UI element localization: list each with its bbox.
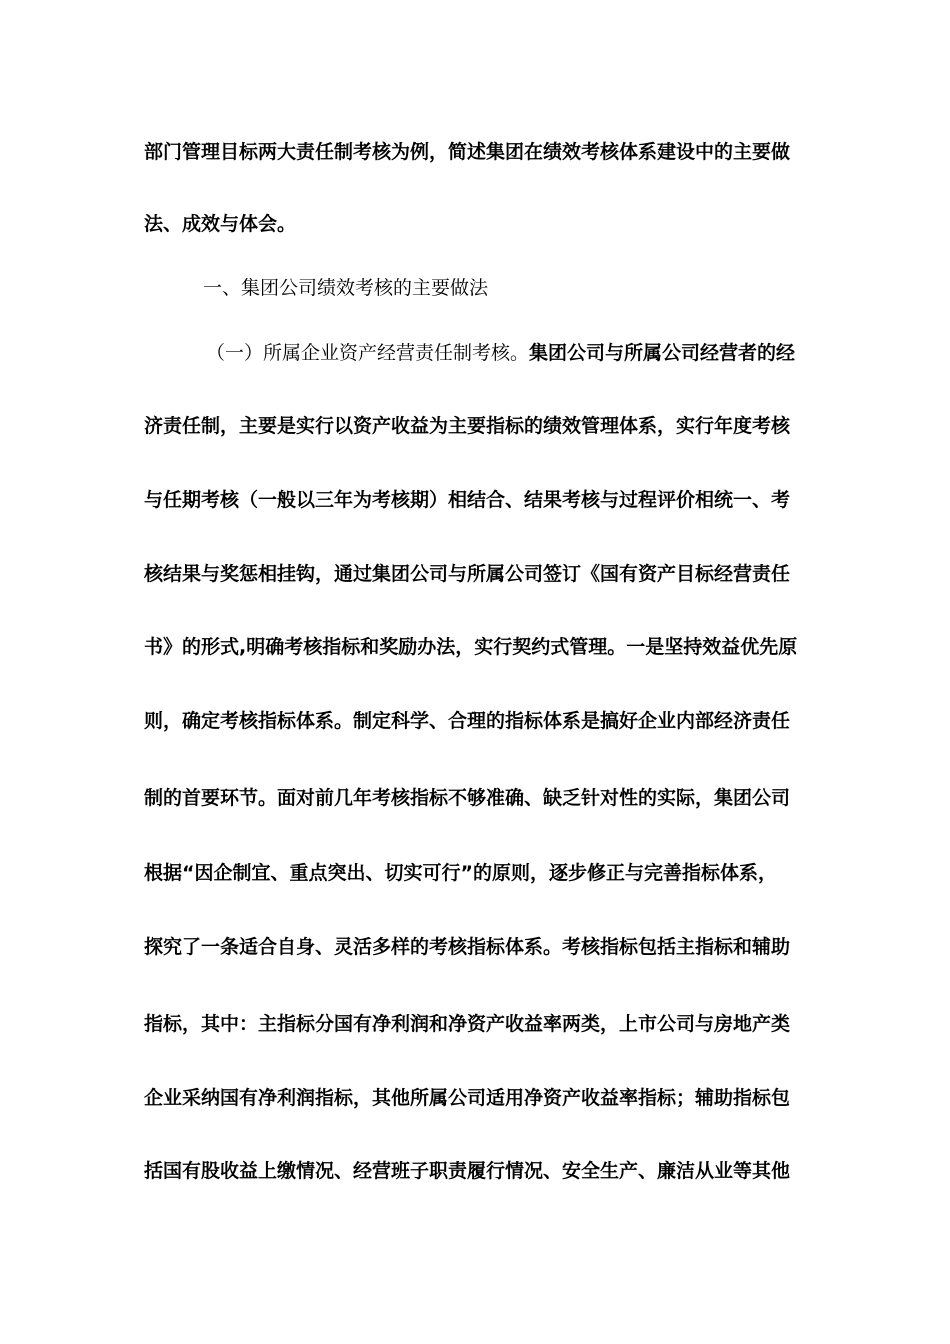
line-text: 括国有股收益上缴情况、经营班子职责履行情况、安全生产、廉洁从业等其他 (144, 1160, 791, 1182)
paragraph-line (144, 785, 806, 811)
paragraph-line (144, 487, 806, 513)
line-text: 制的首要环节。面对前几年考核指标不够准确、缺乏针对性的实际，集团公司 (144, 787, 791, 809)
paragraph-line (144, 1085, 806, 1111)
paragraph-line (144, 561, 806, 587)
paragraph-line (144, 211, 806, 237)
line-text: 根据“因企制宜、重点突出、切实可行”的原则，逐步修正与完善指标体系， (144, 862, 777, 884)
line-text: 指标，其中：主指标分国有净利润和净资产收益率两类，上市公司与房地产类 (144, 1013, 791, 1035)
paragraph-line (144, 634, 806, 660)
section-heading (203, 275, 865, 301)
line-text: 部门管理目标两大责任制考核为例，简述集团在绩效考核体系建设中的主要做 (144, 141, 791, 163)
paragraph-line (144, 1011, 806, 1037)
paragraph-line (144, 708, 806, 734)
line-text: 集团公司与所属公司经营者的经 (529, 342, 796, 364)
line-text: 企业采纳国有净利润指标，其他所属公司适用净资产收益率指标；辅助指标包 (144, 1087, 791, 1109)
line-text: 济责任制，主要是实行以资产收益为主要指标的绩效管理体系，实行年度考核 (144, 415, 791, 437)
line-text: 核结果与奖惩相挂钩，通过集团公司与所属公司签订《国有资产目标经营责任 (144, 563, 791, 585)
line-text: 书》的形式,明确考核指标和奖励办法，实行契约式管理。一是坚持效益优先原 (144, 636, 798, 658)
subsection-line (206, 340, 868, 366)
paragraph-line (144, 1158, 806, 1184)
line-text: 法、成效与体会。 (144, 213, 297, 235)
line-text: 探究了一条适合自身、灵活多样的考核指标体系。考核指标包括主指标和辅助 (144, 936, 791, 958)
paragraph-line (144, 413, 806, 439)
subsection-heading-text: （一）所属企业资产经营责任制考核。 (206, 342, 530, 364)
paragraph-line (144, 860, 806, 886)
section-heading-text: 一、集团公司绩效考核的主要做法 (203, 277, 489, 299)
paragraph-line (144, 934, 806, 960)
line-text: 则，确定考核指标体系。制定科学、合理的指标体系是搞好企业内部经济责任 (144, 710, 791, 732)
line-text: 与任期考核（一般以三年为考核期）相结合、结果考核与过程评价相统一、考 (144, 489, 791, 511)
paragraph-line (144, 139, 806, 165)
